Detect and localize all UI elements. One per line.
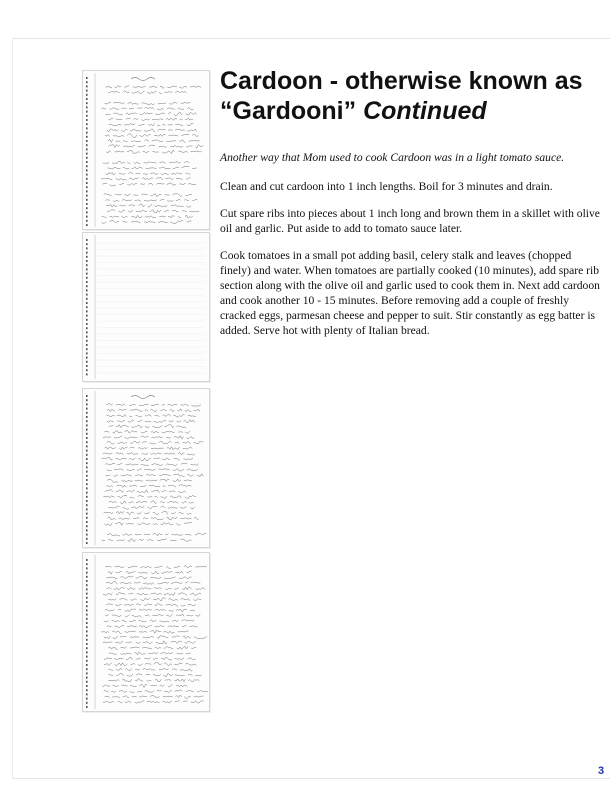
recipe-body <box>220 150 602 350</box>
page-title <box>220 66 600 126</box>
handwriting-image <box>83 389 209 547</box>
handwriting-image <box>83 71 209 229</box>
handwritten-scan-3 <box>82 388 210 548</box>
recipe-intro: Another way that Mom used to cook Cardoon was in a light tomato sauce. <box>220 151 565 164</box>
recipe-step-2: Cut spare ribs into pieces about 1 inch long and brown them in a skillet with olive oil and garlic. Put aside to add to tomato sauce later. <box>220 207 600 235</box>
page-frame-left <box>12 38 13 778</box>
recipe-step-1: Clean and cut cardoon into 1 inch lengths. Boil for 3 minutes and drain. <box>220 180 553 193</box>
page-number: 3 <box>598 765 605 777</box>
handwritten-scan-4 <box>82 552 210 712</box>
handwriting-image <box>83 233 209 381</box>
title-continued: Continued <box>363 97 487 125</box>
handwritten-scan-2 <box>82 232 210 382</box>
title-main: Cardoon - otherwise known as “Gardooni” <box>220 67 583 125</box>
handwriting-image <box>83 553 209 711</box>
recipe-step-3: Cook tomatoes in a small pot adding basil, celery stalk and leaves (chopped finely) and water. When tomatoes are partially cooked (10 minutes), add spare rib section along with the olive oil and garlic used to cook them in. Next add cardoon and cook another 10 - 15 minutes. Before removing add a couple of freshly cracked eggs, parmesan cheese and pepper to suit. Stir constantly as egg batter is added. Serve hot with plenty of Italian bread. <box>220 249 600 337</box>
handwritten-scan-1 <box>82 70 210 230</box>
page-frame-bottom <box>12 778 610 779</box>
page-frame-top <box>12 38 610 39</box>
